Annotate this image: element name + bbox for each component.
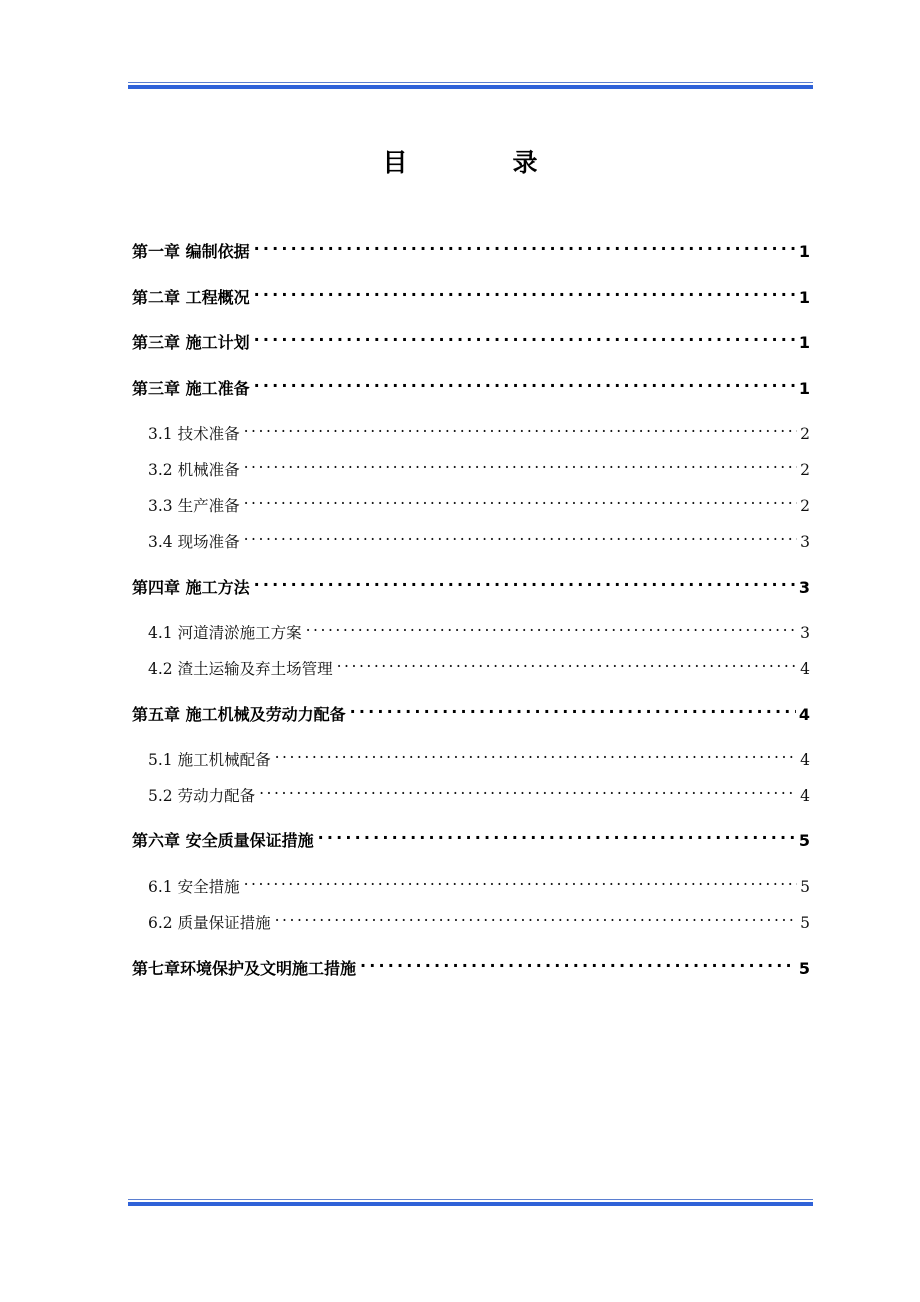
toc-entry-chapter-6[interactable] xyxy=(132,822,810,850)
toc-entry-label: 3.1 技术准备 xyxy=(148,425,240,443)
toc-entry-section-6-1[interactable] xyxy=(148,868,810,896)
toc-leader-dots xyxy=(275,904,798,928)
toc-page-number: 2 xyxy=(800,497,810,515)
toc-entry-label: 5.2 劳动力配备 xyxy=(148,787,256,805)
toc-entry-label: 第六章 安全质量保证措施 xyxy=(132,831,314,850)
toc-page-number: 2 xyxy=(800,425,810,443)
toc-leader-dots xyxy=(275,741,798,765)
toc-leader-dots xyxy=(254,569,796,593)
toc-page-number: 1 xyxy=(798,288,810,307)
toc-leader-dots xyxy=(259,777,797,801)
page-title: 目 录 xyxy=(382,148,578,177)
toc-entry-section-3-4[interactable] xyxy=(148,523,810,551)
toc-leader-dots xyxy=(337,650,798,674)
toc-entry-label: 第五章 施工机械及劳动力配备 xyxy=(132,705,346,724)
toc-entry-label: 3.2 机械准备 xyxy=(148,461,240,479)
toc-entry-label: 第一章 编制依据 xyxy=(132,242,250,261)
toc-entry-label: 4.2 渣土运输及弃土场管理 xyxy=(148,660,333,678)
toc-entry-chapter-4[interactable] xyxy=(132,569,810,597)
toc-page-number: 3 xyxy=(798,578,810,597)
toc-entry-chapter-3[interactable] xyxy=(132,324,810,352)
toc-entry-label: 第四章 施工方法 xyxy=(132,578,250,597)
toc-page-number: 5 xyxy=(798,959,810,978)
toc-page-number: 3 xyxy=(800,624,810,642)
toc-entry-section-4-2[interactable] xyxy=(148,650,810,678)
toc-leader-dots xyxy=(318,822,796,846)
toc-entry-label: 6.1 安全措施 xyxy=(148,878,240,896)
toc-page-number: 2 xyxy=(800,461,810,479)
toc-entry-section-6-2[interactable] xyxy=(148,904,810,932)
toc-leader-dots xyxy=(244,523,798,547)
toc-leader-dots xyxy=(306,614,798,638)
header-rule xyxy=(128,82,813,89)
toc-page-number: 5 xyxy=(800,914,810,932)
toc-page-number: 4 xyxy=(800,751,810,769)
toc-page-number: 5 xyxy=(798,831,810,850)
toc-entry-label: 3.3 生产准备 xyxy=(148,497,240,515)
toc-entry-section-5-2[interactable] xyxy=(148,777,810,805)
toc-leader-dots xyxy=(244,415,798,439)
toc-entry-chapter-3b[interactable] xyxy=(132,370,810,398)
toc-leader-dots xyxy=(350,696,796,720)
toc-entry-label: 3.4 现场准备 xyxy=(148,533,240,551)
toc-leader-dots xyxy=(254,370,796,394)
toc-page-number: 1 xyxy=(798,242,810,261)
toc-page-number: 1 xyxy=(798,333,810,352)
toc-page-number: 3 xyxy=(800,533,810,551)
toc-entry-section-3-2[interactable] xyxy=(148,451,810,479)
footer-rule xyxy=(128,1199,813,1206)
toc-entry-section-5-1[interactable] xyxy=(148,741,810,769)
toc-entry-label: 第三章 施工准备 xyxy=(132,379,250,398)
toc-leader-dots xyxy=(360,950,796,974)
toc-leader-dots xyxy=(244,487,798,511)
toc-entry-section-3-3[interactable] xyxy=(148,487,810,515)
toc-page-number: 1 xyxy=(798,379,810,398)
toc-entry-label: 4.1 河道清淤施工方案 xyxy=(148,624,302,642)
toc-entry-chapter-1[interactable] xyxy=(132,233,810,261)
toc-page-number: 4 xyxy=(800,660,810,678)
toc-page-number: 4 xyxy=(800,787,810,805)
toc-page-number: 5 xyxy=(800,878,810,896)
toc-entry-section-3-1[interactable] xyxy=(148,415,810,443)
toc-leader-dots xyxy=(254,324,796,348)
toc-leader-dots xyxy=(244,451,798,475)
toc-leader-dots xyxy=(244,868,798,892)
toc-page-number: 4 xyxy=(798,705,810,724)
toc-leader-dots xyxy=(254,233,796,257)
toc-entry-section-4-1[interactable] xyxy=(148,614,810,642)
toc-entry-label: 6.2 质量保证措施 xyxy=(148,914,271,932)
toc-entry-label: 第七章环境保护及文明施工措施 xyxy=(132,959,357,978)
toc-entry-chapter-7[interactable] xyxy=(132,950,810,978)
toc-leader-dots xyxy=(254,279,796,303)
toc-entry-label: 第三章 施工计划 xyxy=(132,333,250,352)
toc-entry-label: 5.1 施工机械配备 xyxy=(148,751,271,769)
toc-entry-label: 第二章 工程概况 xyxy=(132,288,250,307)
toc-entry-chapter-5[interactable] xyxy=(132,696,810,724)
toc-entry-chapter-2[interactable] xyxy=(132,279,810,307)
